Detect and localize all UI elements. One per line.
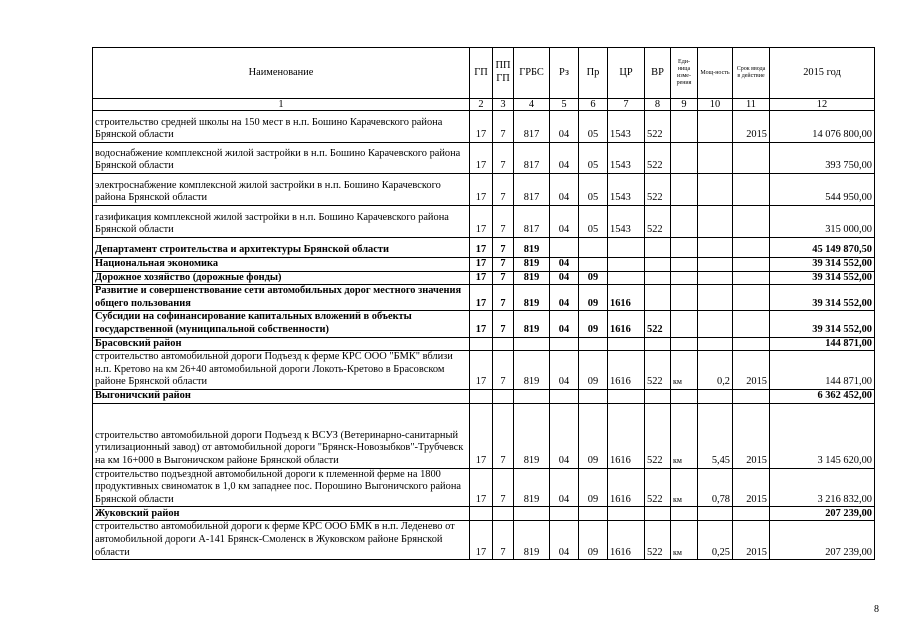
- row-amount: 39 314 552,00: [770, 258, 875, 272]
- row-unit: км: [671, 521, 698, 560]
- row-rz: 04: [550, 521, 579, 560]
- row-rz: 04: [550, 311, 579, 337]
- row-term: [733, 389, 770, 403]
- row-name: газификация комплексной жилой застройки в н.п. Бошино Карачевского района Брянской области: [93, 206, 470, 238]
- row-cr: 1616: [608, 521, 645, 560]
- row-vr: [645, 271, 671, 285]
- row-cr: 1616: [608, 351, 645, 390]
- col-num: 7: [608, 99, 645, 111]
- row-pr: 09: [579, 351, 608, 390]
- row-vr: [645, 337, 671, 351]
- row-vr: [645, 507, 671, 521]
- row-gp: 17: [470, 143, 493, 174]
- row-rz: 04: [550, 403, 579, 468]
- row-grbs: 817: [514, 143, 550, 174]
- row-pr: 09: [579, 285, 608, 311]
- row-pgp: 7: [493, 174, 514, 206]
- row-grbs: 817: [514, 174, 550, 206]
- table-row: [93, 258, 875, 272]
- row-rz: 04: [550, 351, 579, 390]
- row-grbs: 819: [514, 403, 550, 468]
- row-unit: [671, 311, 698, 337]
- row-vr: 522: [645, 351, 671, 390]
- row-unit: [671, 271, 698, 285]
- row-grbs: [514, 389, 550, 403]
- row-pr: 05: [579, 143, 608, 174]
- row-term: [733, 174, 770, 206]
- header-rz: Рз: [550, 48, 579, 99]
- row-term: 2015: [733, 521, 770, 560]
- row-name: Развитие и совершенствование сети автомобильных дорог местного значения общего пользования: [93, 285, 470, 311]
- row-gp: 17: [470, 403, 493, 468]
- row-pr: [579, 507, 608, 521]
- header-gp: ГП: [470, 48, 493, 99]
- table-row: [93, 337, 875, 351]
- row-grbs: 819: [514, 311, 550, 337]
- row-unit: [671, 337, 698, 351]
- row-rz: 04: [550, 206, 579, 238]
- row-amount: 39 314 552,00: [770, 285, 875, 311]
- header-capacity: Мощ-ность: [698, 48, 733, 99]
- row-cr: [608, 271, 645, 285]
- table-row: [93, 351, 875, 390]
- row-cr: [608, 507, 645, 521]
- row-gp: 17: [470, 351, 493, 390]
- row-gp: 17: [470, 271, 493, 285]
- row-gp: 17: [470, 258, 493, 272]
- row-rz: 04: [550, 271, 579, 285]
- row-grbs: [514, 507, 550, 521]
- row-name: водоснабжение комплексной жилой застройки в н.п. Бошино Карачевского района Брянской области: [93, 143, 470, 174]
- row-pgp: 7: [493, 468, 514, 507]
- row-pgp: [493, 337, 514, 351]
- header-pr: Пр: [579, 48, 608, 99]
- row-capacity: [698, 285, 733, 311]
- row-pr: 09: [579, 521, 608, 560]
- row-capacity: [698, 507, 733, 521]
- row-gp: 17: [470, 206, 493, 238]
- page-number: 8: [874, 604, 879, 615]
- table-row: [93, 389, 875, 403]
- row-pgp: 7: [493, 285, 514, 311]
- table-row: [93, 311, 875, 337]
- row-capacity: [698, 271, 733, 285]
- row-gp: 17: [470, 285, 493, 311]
- row-grbs: 819: [514, 285, 550, 311]
- row-gp: [470, 507, 493, 521]
- row-pr: 05: [579, 111, 608, 143]
- row-pgp: 7: [493, 311, 514, 337]
- table-row: [93, 507, 875, 521]
- row-term: [733, 238, 770, 258]
- row-cr: 1616: [608, 403, 645, 468]
- row-amount: 6 362 452,00: [770, 389, 875, 403]
- row-pgp: 7: [493, 238, 514, 258]
- row-term: 2015: [733, 351, 770, 390]
- row-name: Субсидии на софинансирование капитальных вложений в объекты государственной (муниципальной собственности): [93, 311, 470, 337]
- col-num: 1: [93, 99, 470, 111]
- row-pgp: [493, 389, 514, 403]
- row-amount: 39 314 552,00: [770, 311, 875, 337]
- row-term: [733, 507, 770, 521]
- row-capacity: [698, 258, 733, 272]
- row-vr: [645, 258, 671, 272]
- row-name: Национальная экономика: [93, 258, 470, 272]
- row-vr: 522: [645, 468, 671, 507]
- row-cr: 1616: [608, 285, 645, 311]
- table-row: [93, 238, 875, 258]
- row-pgp: [493, 507, 514, 521]
- row-unit: [671, 238, 698, 258]
- row-amount: 3 145 620,00: [770, 403, 875, 468]
- row-pgp: 7: [493, 271, 514, 285]
- row-name: электроснабжение комплексной жилой застройки в н.п. Бошино Карачевского района Брянской области: [93, 174, 470, 206]
- row-unit: км: [671, 403, 698, 468]
- row-grbs: 819: [514, 521, 550, 560]
- row-cr: [608, 238, 645, 258]
- row-unit: км: [671, 468, 698, 507]
- col-num: 8: [645, 99, 671, 111]
- row-cr: [608, 337, 645, 351]
- row-rz: 04: [550, 258, 579, 272]
- table-row: [93, 174, 875, 206]
- row-pr: 09: [579, 403, 608, 468]
- row-amount: 315 000,00: [770, 206, 875, 238]
- row-term: [733, 337, 770, 351]
- row-pgp: 7: [493, 521, 514, 560]
- header-vr: ВР: [645, 48, 671, 99]
- row-pr: [579, 389, 608, 403]
- row-amount: 144 871,00: [770, 337, 875, 351]
- row-grbs: 819: [514, 468, 550, 507]
- row-vr: 522: [645, 403, 671, 468]
- row-cr: 1543: [608, 174, 645, 206]
- row-unit: [671, 111, 698, 143]
- row-name: строительство автомобильной дороги Подъезд к ферме КРС ООО "БМК" вблизи н.п. Кретово на км 26+40 автомобильной дороги Локоть-Кретово в Брасовском районе Брянской области: [93, 351, 470, 390]
- row-vr: [645, 238, 671, 258]
- row-amount: 544 950,00: [770, 174, 875, 206]
- row-amount: 45 149 870,50: [770, 238, 875, 258]
- table-row: [93, 468, 875, 507]
- row-term: 2015: [733, 468, 770, 507]
- row-capacity: [698, 311, 733, 337]
- row-cr: 1543: [608, 111, 645, 143]
- row-pr: 05: [579, 174, 608, 206]
- row-capacity: [698, 111, 733, 143]
- row-gp: 17: [470, 468, 493, 507]
- row-rz: 04: [550, 143, 579, 174]
- row-pgp: 7: [493, 111, 514, 143]
- row-pgp: 7: [493, 351, 514, 390]
- row-gp: 17: [470, 521, 493, 560]
- row-cr: [608, 389, 645, 403]
- col-num: 6: [579, 99, 608, 111]
- col-num: 9: [671, 99, 698, 111]
- row-name: Выгоничский район: [93, 389, 470, 403]
- row-grbs: 819: [514, 238, 550, 258]
- row-amount: 144 871,00: [770, 351, 875, 390]
- header-grbs: ГРБС: [514, 48, 550, 99]
- row-grbs: [514, 337, 550, 351]
- row-cr: [608, 258, 645, 272]
- row-gp: 17: [470, 111, 493, 143]
- row-name: Жуковский район: [93, 507, 470, 521]
- row-rz: [550, 337, 579, 351]
- col-num: 12: [770, 99, 875, 111]
- row-pgp: 7: [493, 143, 514, 174]
- row-capacity: [698, 337, 733, 351]
- row-term: 2015: [733, 403, 770, 468]
- row-amount: 14 076 800,00: [770, 111, 875, 143]
- header-pgp: ПП ГП: [493, 48, 514, 99]
- row-term: [733, 143, 770, 174]
- row-capacity: [698, 143, 733, 174]
- row-vr: 522: [645, 206, 671, 238]
- row-gp: [470, 389, 493, 403]
- row-cr: 1543: [608, 206, 645, 238]
- row-pr: [579, 258, 608, 272]
- row-term: [733, 271, 770, 285]
- row-capacity: 0,78: [698, 468, 733, 507]
- table-row: [93, 143, 875, 174]
- row-capacity: [698, 206, 733, 238]
- row-vr: 522: [645, 143, 671, 174]
- row-unit: км: [671, 351, 698, 390]
- table-row: [93, 285, 875, 311]
- row-name: Брасовский район: [93, 337, 470, 351]
- row-rz: [550, 238, 579, 258]
- row-gp: [470, 337, 493, 351]
- row-grbs: 817: [514, 206, 550, 238]
- row-term: [733, 285, 770, 311]
- row-rz: 04: [550, 285, 579, 311]
- row-rz: [550, 389, 579, 403]
- row-term: [733, 311, 770, 337]
- row-vr: [645, 389, 671, 403]
- row-term: [733, 258, 770, 272]
- row-term: [733, 206, 770, 238]
- row-name: строительство подъездной автомобильной дороги к племенной ферме на 1800 продуктивных свиноматок в 1,0 км западнее пос. Порошино Выгоничского района Брянской области: [93, 468, 470, 507]
- col-num: 10: [698, 99, 733, 111]
- col-num: 3: [493, 99, 514, 111]
- row-capacity: 5,45: [698, 403, 733, 468]
- row-pr: [579, 238, 608, 258]
- row-capacity: [698, 238, 733, 258]
- header-term: Срок ввода в действие: [733, 48, 770, 99]
- row-amount: 3 216 832,00: [770, 468, 875, 507]
- budget-table: [92, 47, 875, 560]
- row-cr: 1616: [608, 311, 645, 337]
- table-row: [93, 271, 875, 285]
- col-num: 2: [470, 99, 493, 111]
- row-name: строительство автомобильной дороги Подъезд к ВСУЗ (Ветеринарно-санитарный утилизационный завод) от автомобильной дороги "Брянск-Новозыбков"-Трубчевск на км 16+000 в Выгоничском районе Брянской области: [93, 403, 470, 468]
- row-grbs: 819: [514, 258, 550, 272]
- row-amount: 207 239,00: [770, 521, 875, 560]
- row-amount: 393 750,00: [770, 143, 875, 174]
- row-vr: 522: [645, 174, 671, 206]
- row-unit: [671, 285, 698, 311]
- row-gp: 17: [470, 311, 493, 337]
- row-pgp: 7: [493, 403, 514, 468]
- row-capacity: 0,25: [698, 521, 733, 560]
- row-cr: 1616: [608, 468, 645, 507]
- row-pr: 09: [579, 311, 608, 337]
- row-capacity: [698, 174, 733, 206]
- column-number-row: [93, 99, 875, 111]
- row-rz: 04: [550, 111, 579, 143]
- header-year: 2015 год: [770, 48, 875, 99]
- header-cr: ЦР: [608, 48, 645, 99]
- row-rz: 04: [550, 468, 579, 507]
- row-cr: 1543: [608, 143, 645, 174]
- row-pr: 09: [579, 468, 608, 507]
- row-vr: 522: [645, 111, 671, 143]
- row-pgp: 7: [493, 206, 514, 238]
- row-grbs: 819: [514, 351, 550, 390]
- row-capacity: [698, 389, 733, 403]
- table-row: [93, 403, 875, 468]
- header-unit: Еди-ница изме-рения: [671, 48, 698, 99]
- row-grbs: 819: [514, 271, 550, 285]
- row-unit: [671, 143, 698, 174]
- row-unit: [671, 258, 698, 272]
- row-gp: 17: [470, 238, 493, 258]
- row-vr: [645, 285, 671, 311]
- row-pr: 05: [579, 206, 608, 238]
- row-capacity: 0,2: [698, 351, 733, 390]
- col-num: 11: [733, 99, 770, 111]
- row-grbs: 817: [514, 111, 550, 143]
- row-unit: [671, 206, 698, 238]
- row-pr: [579, 337, 608, 351]
- row-vr: 522: [645, 311, 671, 337]
- table-row: [93, 206, 875, 238]
- row-name: Департамент строительства и архитектуры Брянской области: [93, 238, 470, 258]
- row-name: Дорожное хозяйство (дорожные фонды): [93, 271, 470, 285]
- row-amount: 39 314 552,00: [770, 271, 875, 285]
- row-unit: [671, 389, 698, 403]
- row-unit: [671, 174, 698, 206]
- row-gp: 17: [470, 174, 493, 206]
- row-name: строительство средней школы на 150 мест в н.п. Бошино Карачевского района Брянской области: [93, 111, 470, 143]
- header-name: Наименование: [93, 48, 470, 99]
- row-rz: [550, 507, 579, 521]
- row-amount: 207 239,00: [770, 507, 875, 521]
- col-num: 5: [550, 99, 579, 111]
- header-row: [93, 48, 875, 99]
- col-num: 4: [514, 99, 550, 111]
- row-unit: [671, 507, 698, 521]
- row-pr: 09: [579, 271, 608, 285]
- table-row: [93, 521, 875, 560]
- row-rz: 04: [550, 174, 579, 206]
- row-name: строительство автомобильной дороги к ферме КРС ООО БМК в н.п. Леденево от автомобильной дороги А-141 Брянск-Смоленск в Жуковском районе Брянской области: [93, 521, 470, 560]
- table-row: [93, 111, 875, 143]
- row-pgp: 7: [493, 258, 514, 272]
- row-term: 2015: [733, 111, 770, 143]
- row-vr: 522: [645, 521, 671, 560]
